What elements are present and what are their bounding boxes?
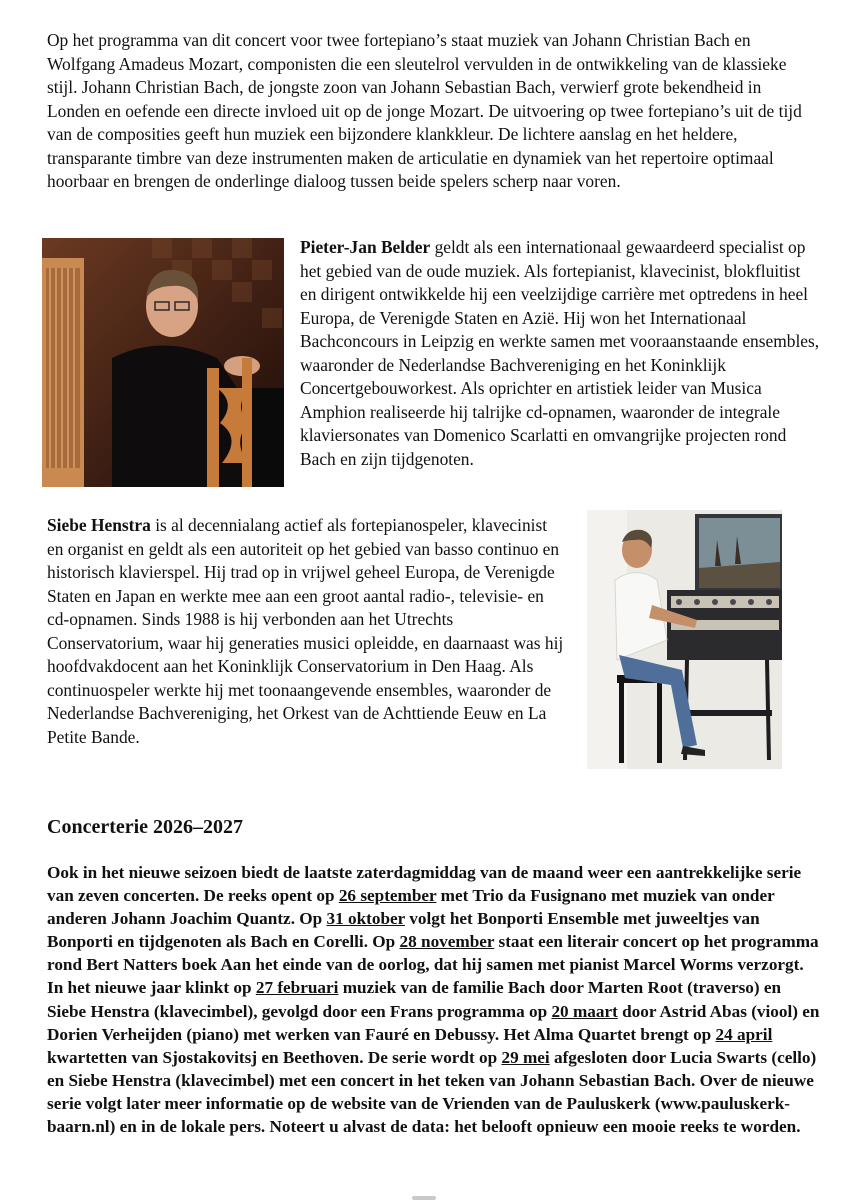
season-heading: Concerterie 2026–2027 [47, 816, 244, 838]
season-text-3: volgt het Bonporti Ensemble met juweeltjes van Bonporti en tijdgenoten als Bach en Corelli. Op [47, 909, 760, 952]
season-text-6: door Astrid Abas (viool) en Dorien Verheijden (piano) met werken van Fauré en Debussy. Het Alma Quartet brengt op [47, 1001, 820, 1044]
belder-paragraph [300, 236, 820, 471]
date-26-september: 26 september [338, 886, 437, 906]
season-text-8: afgesloten door Lucia Swarts (cello) en Siebe Henstra (klavecimbel) met een concert in het teken van Johann Sebastian Bach. Over de nieuwe serie volgt later meer informatie op de website van de Vrienden van de Pauluskerk (www.pauluskerk-baarn.nl) en in de lokale pers. Noteert u alvast de data: het belooft opnieuw een mooie reeks te worden. [47, 1047, 817, 1137]
belder-name: Pieter-Jan Belder [300, 237, 431, 257]
henstra-paragraph [47, 514, 567, 749]
date-20-maart: 20 maart [551, 1001, 618, 1021]
date-28-november: 28 november [399, 932, 495, 952]
date-24-april: 24 april [715, 1024, 773, 1044]
season-text-4: staat een literair concert op het programma rond Bert Natters boek Aan het einde van de oorlog, dat hij samen met pianist Marcel Worms verzorgt. In het nieuwe jaar klinkt op [47, 932, 819, 998]
henstra-bio: is al decennialang actief als fortepianospeler, klavecinist en organist en geldt als een autoriteit op het gebied van basso continuo en historisch klavierspel. Hij trad op in vrijwel geheel Europa, de Verenigde Staten en Japan en werkte mee aan een groot aantal radio-, televisie- en cd-opnamen. Sinds 1988 is hij verbonden aan het Utrechts Conservatorium, waar hij generaties musici opleidde, en daarnaast was hij hoofdvakdocent aan het Koninklijk Conservatorium in Den Haag. Als continuospeler werkte hij met toonaangevende ensembles, waaronder de Nederlandse Bachvereniging, het Orkest van de Achttiende Eeuw en La Petite Bande. [47, 515, 564, 747]
date-29-mei: 29 mei [501, 1047, 550, 1067]
date-31-oktober: 31 oktober [326, 909, 405, 929]
season-text-5: muziek van de familie Bach door Marten Root (traverso) en Siebe Henstra (klavecimbel), gevolgd door een Frans programma op [47, 978, 782, 1021]
belder-bio: geldt als een internationaal gewaardeerd specialist op het gebied van de oude muziek. Als fortepianist, klavecinist, blokfluitist en dirigent ontwikkelde hij een veelzijdige carrière met optredens in heel Europa, de Verenigde Staten en Azië. Hij won het Internationaal Bachconcours in Leipzig en werkte samen met vooraanstaande ensembles, waaronder de Nederlandse Bachvereniging en het Koninklijk Concertgebouworkest. Als oprichter en artistiek leider van Musica Amphion realiseerde hij talrijke cd-opnamen, waaronder de integrale klaviersonates van Domenico Scarlatti en omvangrijke projecten rond Bach en zijn tijdgenoten. [300, 237, 820, 469]
season-paragraph [47, 861, 822, 1138]
season-text-7: kwartetten van Sjostakovitsj en Beethoven. De serie wordt op [47, 1047, 502, 1067]
intro-paragraph: Op het programma van dit concert voor twee fortepiano’s staat muziek van Johann Christian Bach en Wolfgang Amadeus Mozart, componisten die een sleutelrol vervulden in de ontwikkeling van de klassieke stijl. Johann Christian Bach, de jongste zoon van Johann Sebastian Bach, verwierf grote bekendheid in Londen en oefende een directe invloed uit op de jonge Mozart. De uitvoering op twee fortepiano’s uit de tijd van de composities geeft hun muziek een bijzondere klankkleur. De lichtere aanslag en het heldere, transparante timbre van deze instrumenten maken de articulatie en dynamiek van het repertoire optimaal hoorbaar en brengen de onderlinge dialoog tussen beide spelers scherp naar voren. [47, 30, 802, 191]
season-text-1: Ook in het nieuwe seizoen biedt de laatste zaterdagmiddag van de maand weer een aantrekkelijke serie van zeven concerten. De reeks opent op [47, 863, 802, 906]
henstra-photo [587, 510, 782, 769]
page-edge-mark [412, 1196, 436, 1200]
henstra-name: Siebe Henstra [47, 515, 151, 535]
date-27-februari: 27 februari [255, 978, 339, 998]
belder-photo [42, 238, 284, 487]
season-text-2: met Trio da Fusignano met muziek van onder anderen Johann Joachim Quantz. Op [47, 886, 775, 929]
